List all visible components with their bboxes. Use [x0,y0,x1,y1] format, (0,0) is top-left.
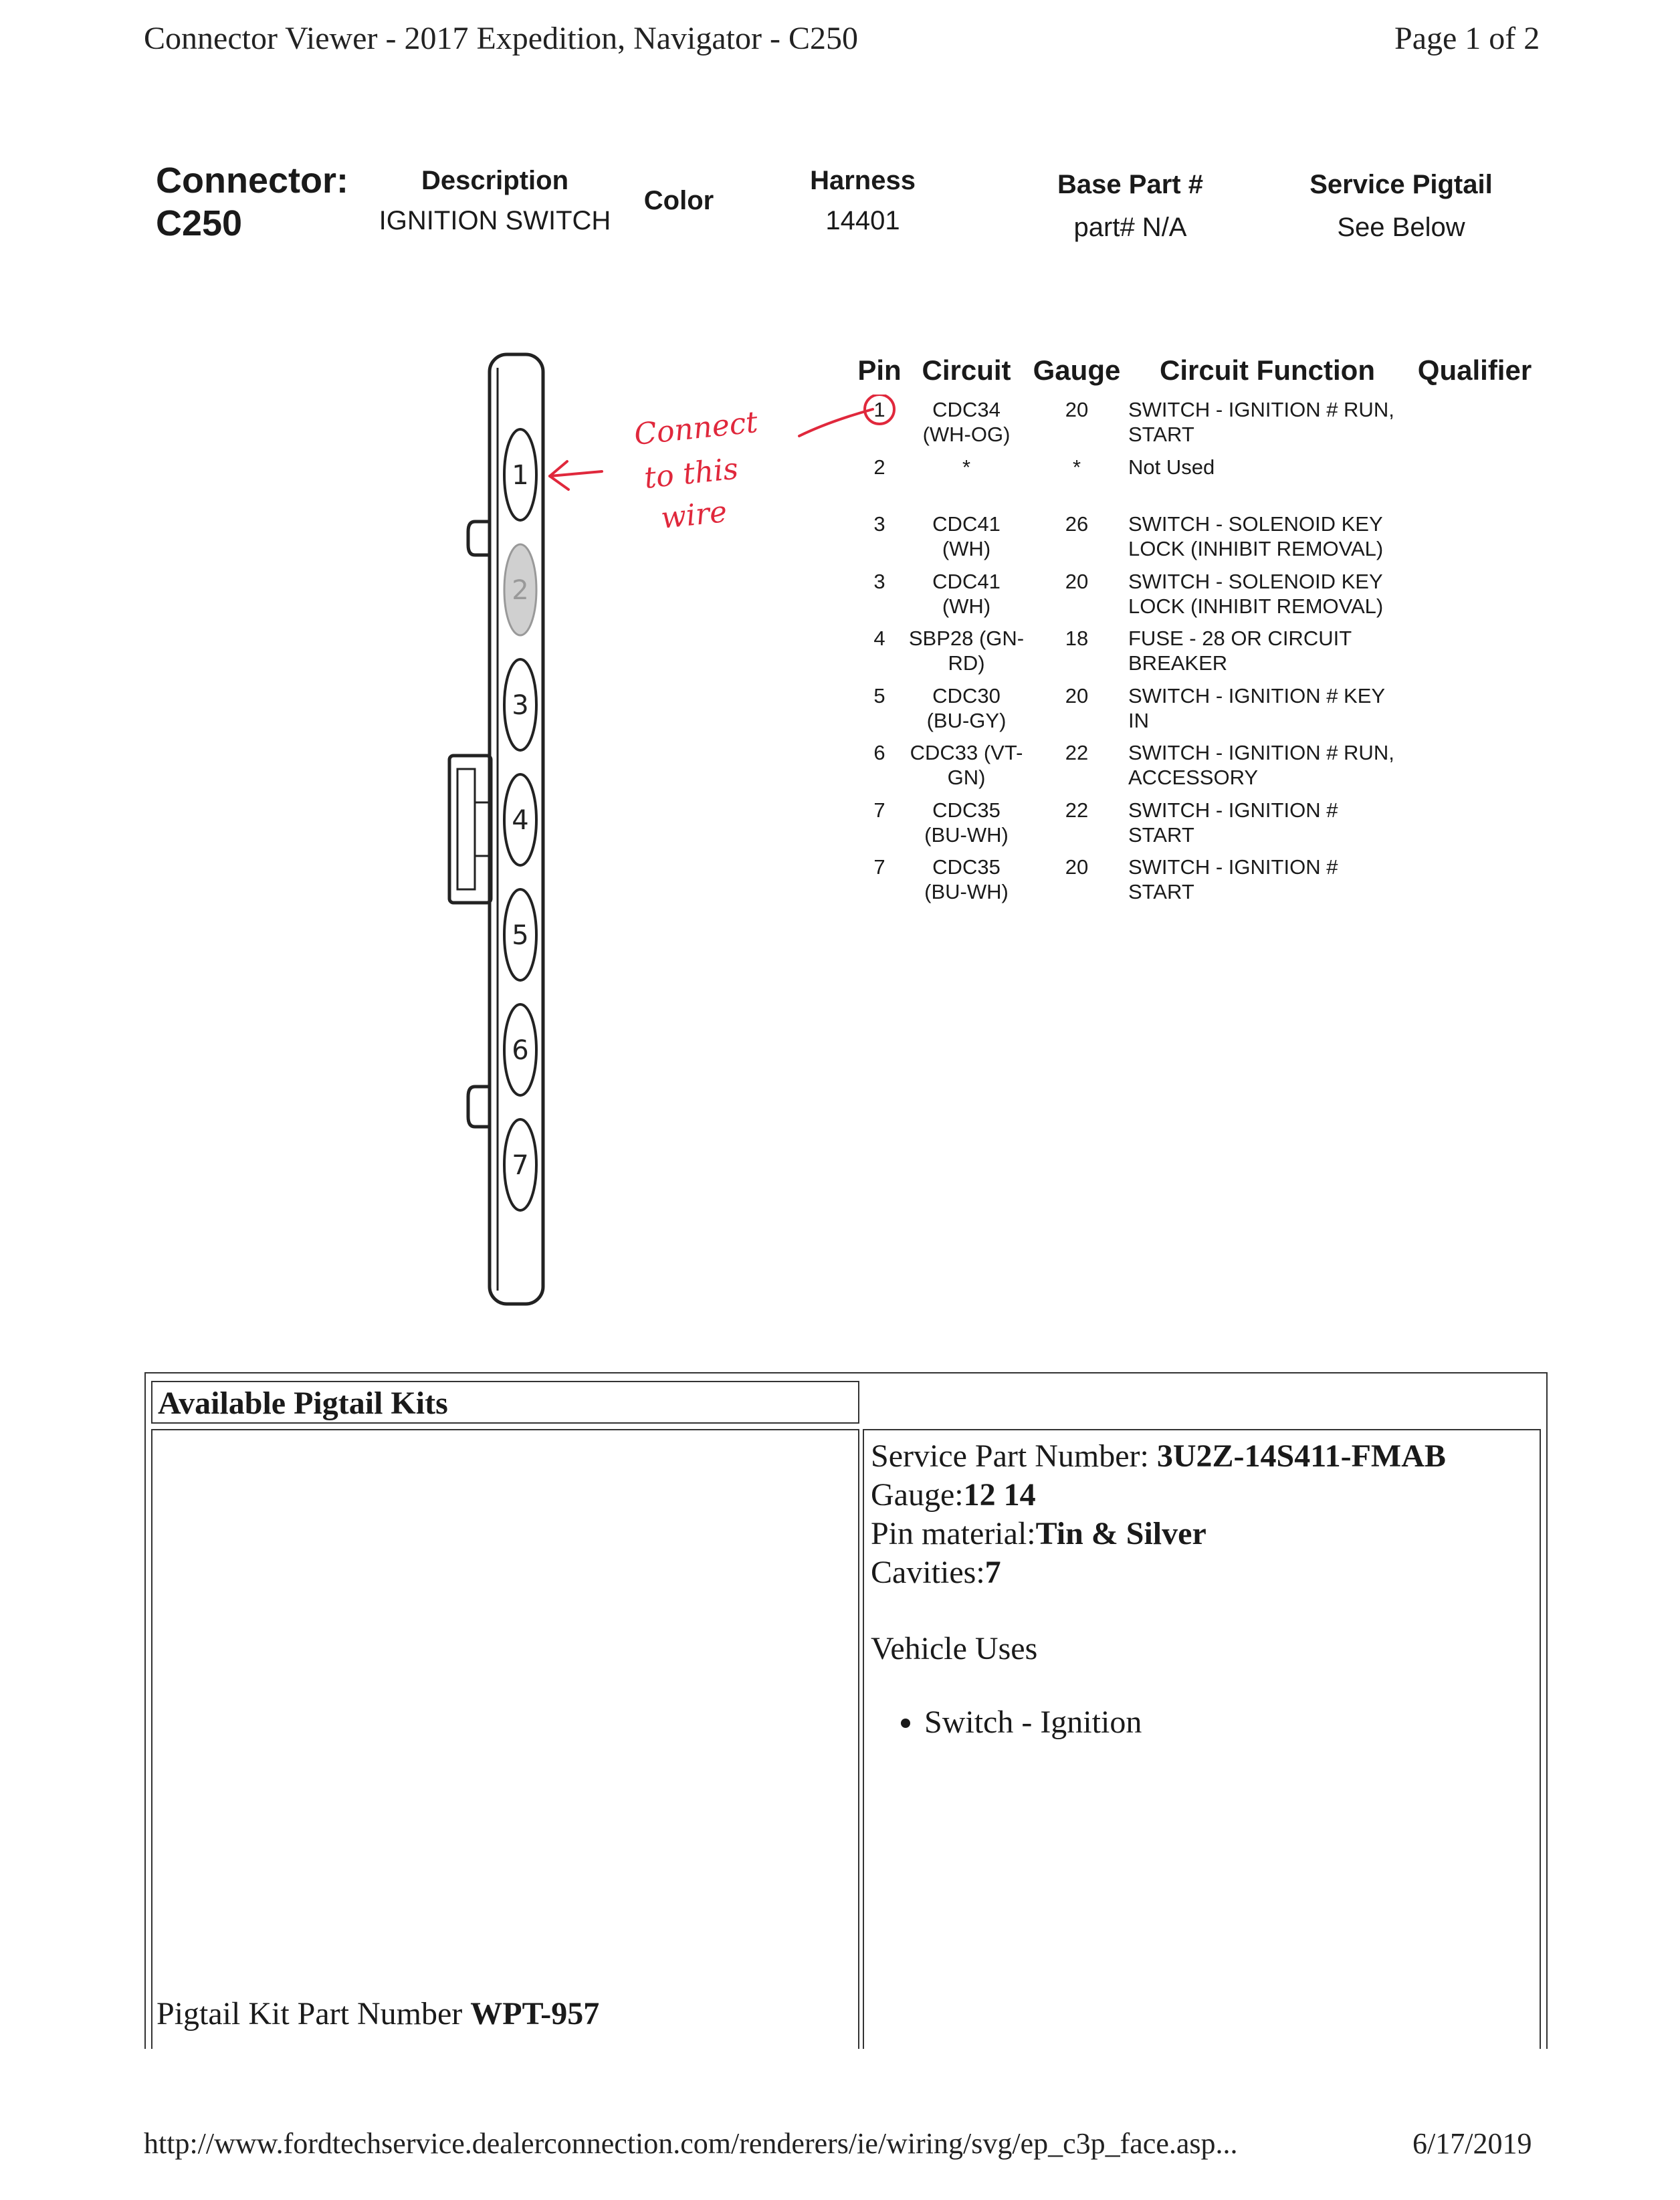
connector-tab-lower [468,1087,490,1127]
gauge-cell: 18 [1065,627,1089,650]
gauge-cell: 20 [1065,855,1089,879]
connector-id-block [156,159,348,245]
color-label: Color [643,186,714,215]
connector-pin-label: 5 [512,920,529,951]
connector-tab-upper [468,522,490,555]
pigtail-kit-label: Pigtail Kit Part Number [156,1996,471,2031]
circuit-cell: * [962,455,971,479]
gauge-cell: 26 [1065,512,1089,536]
cavities-value: 7 [984,1555,1001,1590]
arrow-shaft [550,471,602,476]
page-number: Page 1 of 2 [1394,21,1540,56]
circuit-cell: CDC35 (BU-WH) [924,798,1009,847]
circuit-function-cell: SWITCH - SOLENOID KEY LOCK (INHIBIT REMOVAL) [1128,512,1384,560]
gauge-label: Gauge: [871,1477,964,1513]
pin-cell: 5 [873,683,885,707]
connector-pin-label: 3 [512,690,529,721]
footer-url: http://www.fordtechservice.dealerconnection.com/renderers/ie/wiring/svg/ep_c3p_face.asp... [144,2127,1238,2160]
harness-label: Harness [810,166,916,195]
page-title: Connector Viewer - 2017 Expedition, Navigator - C250 [144,21,858,56]
harness-value: 14401 [825,206,900,235]
pin-material-value: Tin & Silver [1035,1516,1206,1551]
cavities-label: Cavities: [871,1555,985,1590]
pigtail-image-box [151,1429,859,2049]
connector-id: C250 [156,203,243,243]
connector-pin-label: 1 [512,460,529,491]
gauge-cell: 20 [1065,683,1089,707]
pin-material-line [871,1515,1446,1553]
connector-pin-7 [504,1119,536,1210]
pin-cell: 3 [873,569,885,593]
cavities-line [871,1553,1446,1592]
circuit-cell: CDC30 (BU-GY) [926,683,1007,732]
pin-cell: 6 [873,741,885,764]
vehicle-uses-list [871,1703,1446,1742]
column-header-circuit-function: Circuit Function [1160,354,1375,386]
connector-latch [449,756,491,903]
connector-pin-label: 6 [512,1035,529,1066]
annotation-line-1: Connect [632,405,760,452]
column-header-qualifier: Qualifier [1417,354,1532,386]
service-part-label: Service Part Number: [871,1438,1157,1474]
connector-label: Connector: [156,160,348,201]
circuit-function-cell: SWITCH - IGNITION # RUN, START [1128,398,1394,446]
base-part-label: Base Part # [1057,170,1203,199]
circuit-cell: CDC41 (WH) [932,569,1001,618]
gauge-cell: 22 [1065,798,1089,822]
circuit-cell: CDC34 (WH-OG) [922,398,1011,446]
circuit-function-cell: Not Used [1128,455,1215,479]
arrow-head-bottom [550,476,568,489]
circuit-cell: CDC41 (WH) [932,512,1001,560]
connector-pin-label: 7 [512,1150,529,1181]
connector-pin-label: 4 [512,805,529,836]
service-pigtail-value: See Below [1337,213,1465,242]
circuit-function-cell: SWITCH - IGNITION # START [1128,798,1338,847]
base-part-value: part# N/A [1073,213,1187,242]
circuit-function-cell: SWITCH - IGNITION # RUN, ACCESSORY [1128,741,1394,789]
service-part-line [871,1437,1446,1476]
gauge-cell: 20 [1065,569,1089,593]
connector-pin-5 [504,889,536,980]
column-header-circuit: Circuit [922,354,1011,386]
annotation-line-2: to this [642,451,740,496]
gauge-cell: 20 [1065,398,1089,421]
connector-pin-1 [504,429,536,520]
gauge-value: 12 14 [963,1477,1036,1513]
circuit-function-cell: FUSE - 28 OR CIRCUIT BREAKER [1128,627,1352,675]
connector-pin-3 [504,659,536,750]
annotation-line-3: wire [659,494,729,536]
circuit-function-cell: SWITCH - SOLENOID KEY LOCK (INHIBIT REMOVAL) [1128,569,1384,618]
gauge-cell: 22 [1065,741,1089,764]
service-part-number: 3U2Z-14S411-FMAB [1156,1438,1446,1474]
circuit-cell: SBP28 (GN- RD) [908,627,1025,675]
pigtail-heading: Available Pigtail Kits [158,1386,448,1421]
circuit-cell: CDC33 (VT- GN) [910,741,1023,789]
pin-cell: 4 [873,627,885,650]
vehicle-use-item: • Switch - Ignition [924,1703,1446,1742]
pigtail-heading-box [151,1381,859,1424]
column-header-pin: Pin [857,354,902,386]
connector-pin-4 [504,774,536,865]
gauge-line [871,1476,1446,1515]
connector-pin-label: 2 [512,575,529,606]
service-part-details [871,1437,1446,1742]
column-header-gauge: Gauge [1033,354,1121,386]
connector-pin-2 [504,544,536,635]
connector-pin-6 [504,1004,536,1095]
pin-cell: 7 [873,855,885,879]
pin-material-label: Pin material: [871,1516,1036,1551]
vehicle-uses-heading: Vehicle Uses [871,1631,1038,1666]
footer-date: 6/17/2019 [1412,2127,1532,2160]
pin-cell: 1 [873,398,885,421]
circuit-function-cell: SWITCH - IGNITION # KEY IN [1128,683,1386,732]
pin-cell: 2 [873,455,885,479]
description-value: IGNITION SWITCH [379,206,611,235]
gauge-cell: * [1072,455,1081,479]
pigtail-kit-number: WPT-957 [470,1996,600,2031]
pigtail-kit-number-line [156,1995,599,2032]
service-pigtail-label: Service Pigtail [1309,170,1493,199]
pin-cell: 7 [873,798,885,822]
pin-cell: 3 [873,512,885,536]
service-part-box [863,1429,1541,2049]
circuit-function-cell: SWITCH - IGNITION # START [1128,855,1338,903]
description-label: Description [421,166,569,195]
circuit-cell: CDC35 (BU-WH) [924,855,1009,903]
